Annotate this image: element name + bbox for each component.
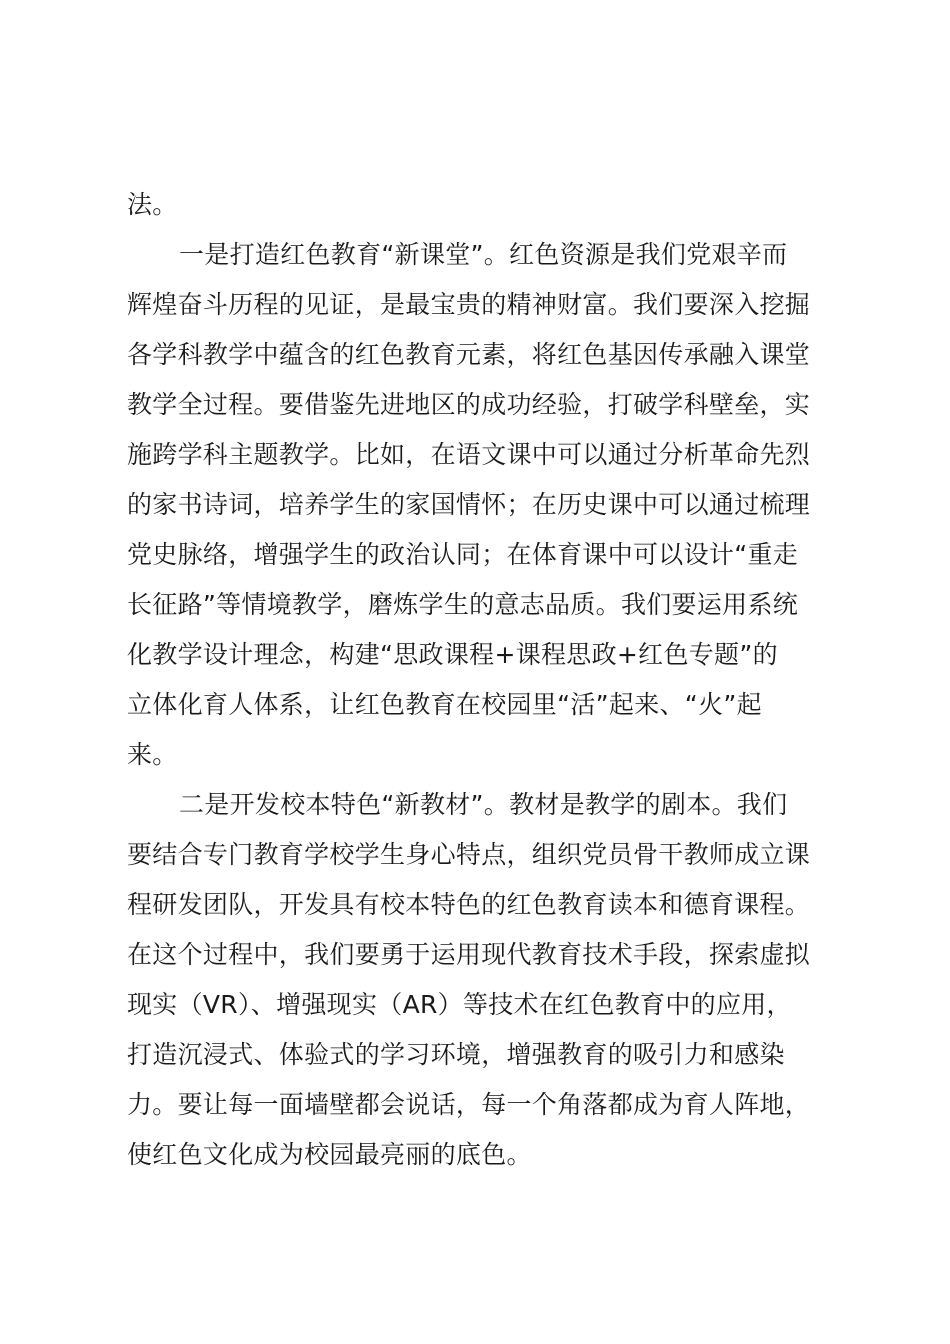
text-line: 立体化育人体系，让红色教育在校园里“活”起来、“火”起 <box>127 690 762 719</box>
text-line: 来。 <box>127 740 178 769</box>
text-line: 长征路”等情境教学，磨炼学生的意志品质。我们要运用系统 <box>127 590 799 619</box>
text-line: 力。要让每一面墙壁都会说话，每一个角落都成为育人阵地， <box>127 1090 811 1119</box>
text-line: 化教学设计理念，构建“思政课程+课程思政+红色专题”的 <box>127 640 778 669</box>
paragraph-1-first-line: 一是打造红色教育“新课堂”。红色资源是我们党艰辛而 <box>179 240 788 269</box>
text-line: 现实（VR）、增强现实（AR）等技术在红色教育中的应用， <box>127 990 792 1019</box>
paragraph-2-first-line: 二是开发校本特色“新教材”。教材是教学的剧本。我们 <box>179 790 788 819</box>
text-line: 的家书诗词，培养学生的家国情怀；在历史课中可以通过梳理 <box>127 490 811 519</box>
text-line: 打造沉浸式、体验式的学习环境，增强教育的吸引力和感染 <box>127 1040 785 1069</box>
text-line: 在这个过程中，我们要勇于运用现代教育技术手段，探索虚拟 <box>127 940 811 969</box>
document-page <box>127 180 837 1180</box>
text-line: 教学全过程。要借鉴先进地区的成功经验，打破学科壁垒，实 <box>127 390 811 419</box>
text-line: 施跨学科主题教学。比如，在语文课中可以通过分析革命先烈 <box>127 440 811 469</box>
text-line: 党史脉络，增强学生的政治认同；在体育课中可以设计“重走 <box>127 540 799 569</box>
text-line: 要结合专门教育学校学生身心特点，组织党员骨干教师成立课 <box>127 840 811 869</box>
text-line: 各学科教学中蕴含的红色教育元素，将红色基因传承融入课堂 <box>127 340 811 369</box>
text-line: 使红色文化成为校园最亮丽的底色。 <box>127 1140 532 1169</box>
text-line: 法。 <box>127 190 178 219</box>
text-line: 辉煌奋斗历程的见证，是最宝贵的精神财富。我们要深入挖掘 <box>127 290 811 319</box>
text-line: 程研发团队，开发具有校本特色的红色教育读本和德育课程。 <box>127 890 811 919</box>
